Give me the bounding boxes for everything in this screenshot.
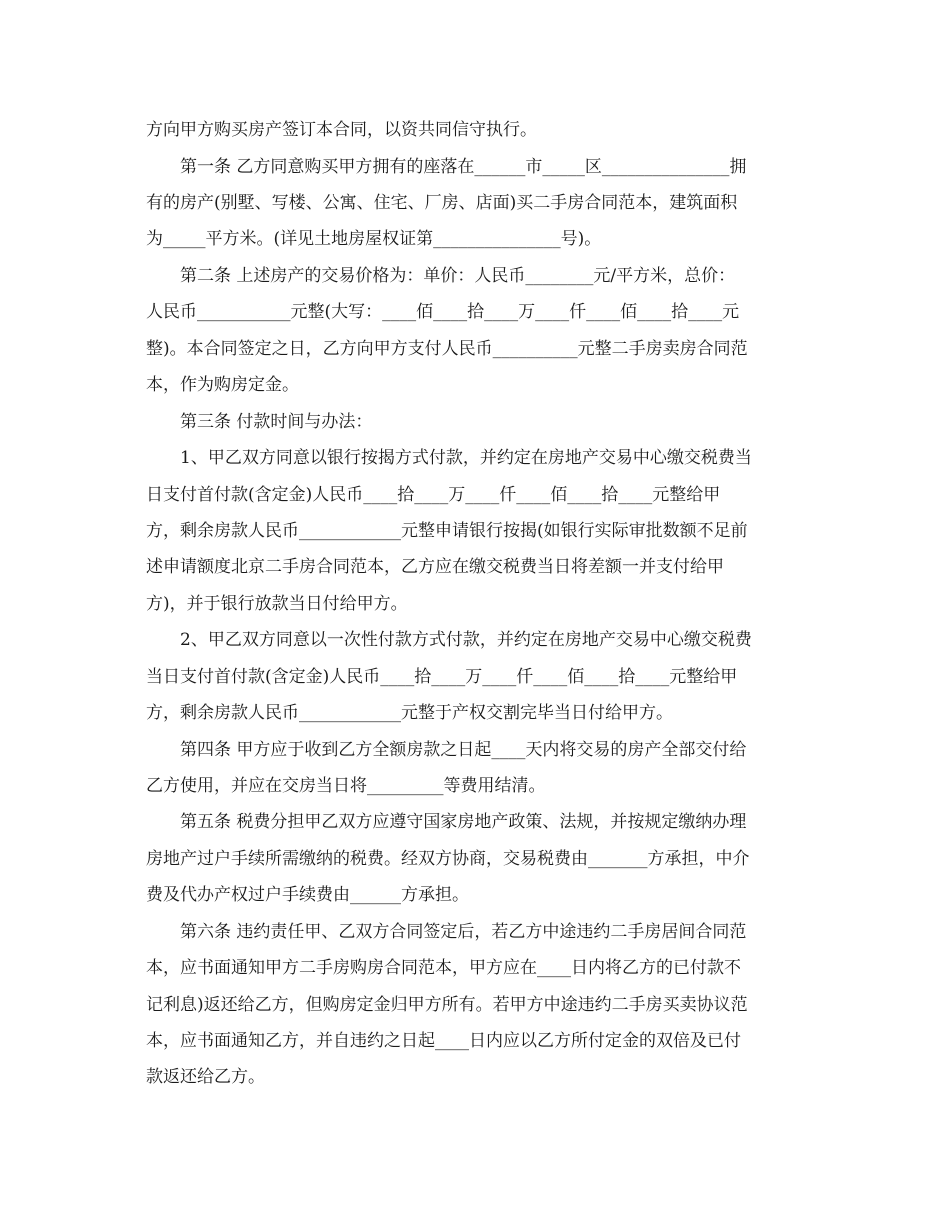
text-line: 述申请额度北京二手房合同范本，乙方应在缴交税费当日将差额一并支付给甲 [146,557,724,577]
text-line: 本，作为购房定金。 [146,375,299,395]
text-line: 日支付首付款(含定金)人民币____拾____万____仟____佰____拾____元整给甲 [146,485,721,505]
text-line: 本，应书面通知乙方，并自违约之日起____日内应以乙方所付定金的双倍及已付 [146,1031,741,1051]
text-line: 方)，并于银行放款当日付给甲方。 [146,594,408,614]
text-line: 为_____平方米。(详见土地房屋权证第_______________号)。 [146,229,602,249]
text-line: 2、甲乙双方同意以一次性付款方式付款，并约定在房地产交易中心缴交税费 [180,630,752,650]
text-line: 人民币___________元整(大写：____佰____拾____万____仟____佰____拾____元 [146,302,740,322]
text-line: 乙方使用，并应在交房当日将_________等费用结清。 [146,776,546,796]
text-line: 第三条 付款时间与办法： [180,412,373,432]
text-line: 有的房产(别墅、写楼、公寓、住宅、厂房、店面)买二手房合同范本，建筑面积 [146,193,738,213]
text-line: 第六条 违约责任甲、乙双方合同签定后，若乙方中途违约二手房居间合同范 [180,922,747,942]
text-line: 款返还给乙方。 [146,1067,265,1087]
text-line: 方，剩余房款人民币____________元整于产权交割完毕当日付给甲方。 [146,703,673,723]
text-line: 整)。本合同签定之日，乙方向甲方支付人民币__________元整二手房卖房合同范 [146,339,748,359]
text-line: 当日支付首付款(含定金)人民币____拾____万____仟____佰____拾____元整给甲 [146,667,738,687]
text-line: 第五条 税费分担甲乙双方应遵守国家房地产政策、法规，并按规定缴纳办理 [180,812,747,832]
text-line: 记利息)返还给乙方，但购房定金归甲方所有。若甲方中途违约二手房买卖协议范 [146,995,748,1015]
text-line: 1、甲乙双方同意以银行按揭方式付款，并约定在房地产交易中心缴交税费当 [180,448,752,468]
text-line: 房地产过户手续所需缴纳的税费。经双方协商，交易税费由_______方承担，中介 [146,849,750,869]
text-line: 方向甲方购买房产签订本合同，以资共同信守执行。 [146,120,537,140]
text-line: 第一条 乙方同意购买甲方拥有的座落在______市_____区_______________拥 [180,157,747,177]
text-line: 本，应书面通知甲方二手房购房合同范本，甲方应在____日内将乙方的已付款不 [146,958,741,978]
text-line: 方，剩余房款人民币____________元整申请银行按揭(如银行实际审批数额不足前 [146,521,748,541]
text-line: 第二条 上述房产的交易价格为：单价：人民币________元/平方米，总价： [180,266,736,286]
text-line: 费及代办产权过户手续费由______方承担。 [146,885,469,905]
text-line: 第四条 甲方应于收到乙方全额房款之日起____天内将交易的房产全部交付给 [180,740,747,760]
